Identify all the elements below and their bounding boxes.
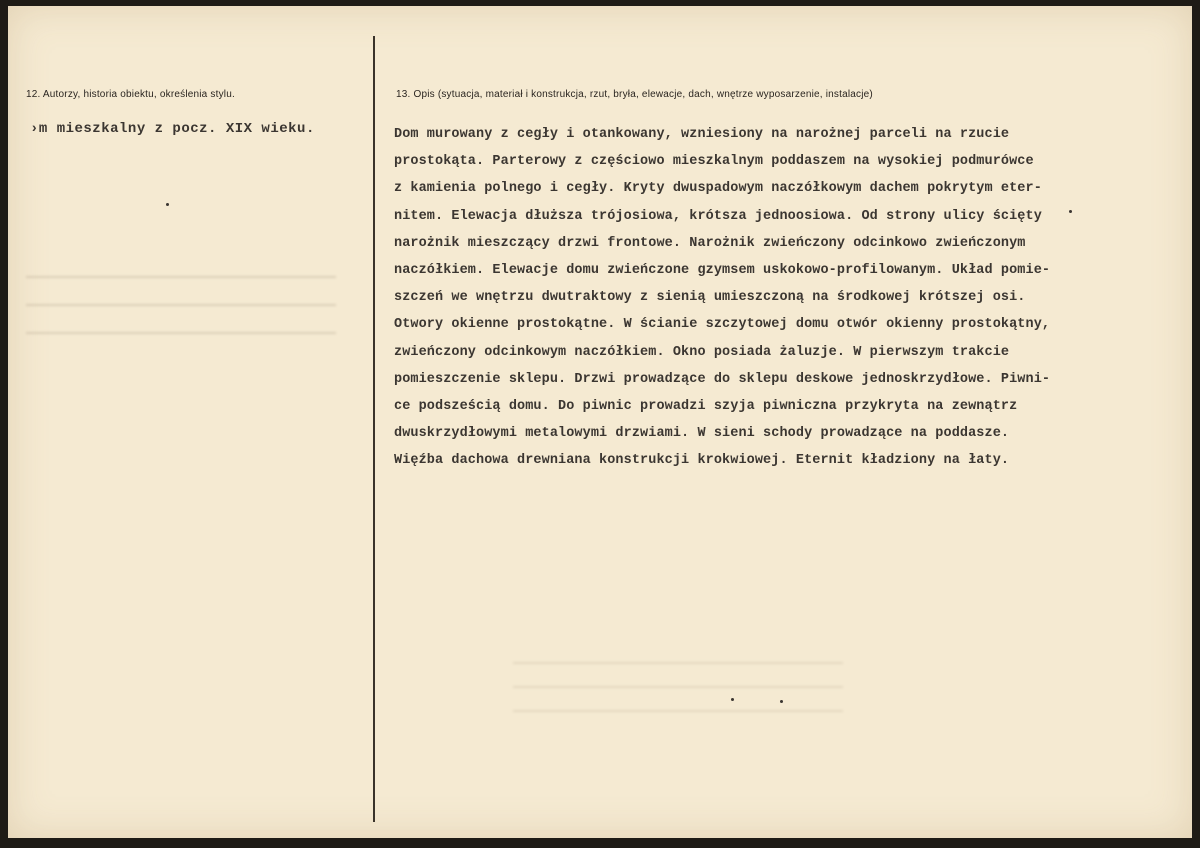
ink-speck: [1069, 210, 1072, 213]
show-through-text-right: [513, 656, 843, 716]
show-through-text-left: [26, 268, 336, 348]
description-line: dwuskrzydłowymi metalowymi drzwiami. W sieni schody prowadzące na poddasze.: [394, 426, 1010, 442]
description-line: nitem. Elewacja dłuższa trójosiowa, krótsza jednoosiowa. Od strony ulicy ścięty: [394, 208, 1042, 224]
description-line: Dom murowany z cegły i otankowany, wzniesiony na narożnej parceli na rzucie: [394, 127, 1010, 142]
description-line: pomieszczenie sklepu. Drzwi prowadzące do sklepu deskowe jednoskrzydłowe. Piwni-: [394, 371, 1051, 387]
ink-speck: [166, 203, 169, 206]
description-line: narożnik mieszczący drzwi frontowe. Narożnik zwieńczony odcinkowo zwieńczonym: [394, 235, 1026, 251]
description-line: naczółkiem. Elewacje domu zwieńczone gzymsem uskokowo-profilowanym. Układ pomie-: [394, 262, 1051, 278]
description-line: zwieńczony odcinkowym naczółkiem. Okno posiada żaluzje. W pierwszym trakcie: [394, 344, 1010, 360]
archival-card: [8, 6, 1192, 838]
column-divider: [373, 36, 375, 822]
field-13-label: 13. Opis (sytuacja, materiał i konstrukcja, rzut, bryła, elewacje, dach, wnętrze wyposarzenie, instalacje): [396, 89, 873, 100]
description-line: Więźba dachowa drewniana konstrukcji krokwiowej. Eternit kładziony na łaty.: [394, 453, 1010, 469]
description-line: Otwory okienne prostokątne. W ścianie szczytowej domu otwór okienny prostokątny,: [394, 317, 1051, 333]
description-line: szczeń we wnętrzu dwutraktowy z sienią umieszczoną na środkowej krótszej osi.: [394, 290, 1026, 306]
description-line: z kamienia polnego i cegły. Kryty dwuspadowym naczółkowym dachem pokrytym eter-: [394, 181, 1042, 197]
field-12-label: 12. Autorzy, historia obiektu, określenia stylu.: [26, 89, 235, 100]
description-line: ce podsześcią domu. Do piwnic prowadzi szyja piwniczna przykryta na zewnątrz: [394, 398, 1018, 414]
ink-speck: [731, 698, 734, 701]
field-12-value: ›m mieszkalny z pocz. XIX wieku.: [30, 121, 315, 137]
field-13-description: [394, 121, 1050, 474]
description-line: prostokąta. Parterowy z częściowo mieszkalnym poddaszem na wysokiej podmurówce: [394, 154, 1034, 170]
ink-speck: [780, 700, 783, 703]
